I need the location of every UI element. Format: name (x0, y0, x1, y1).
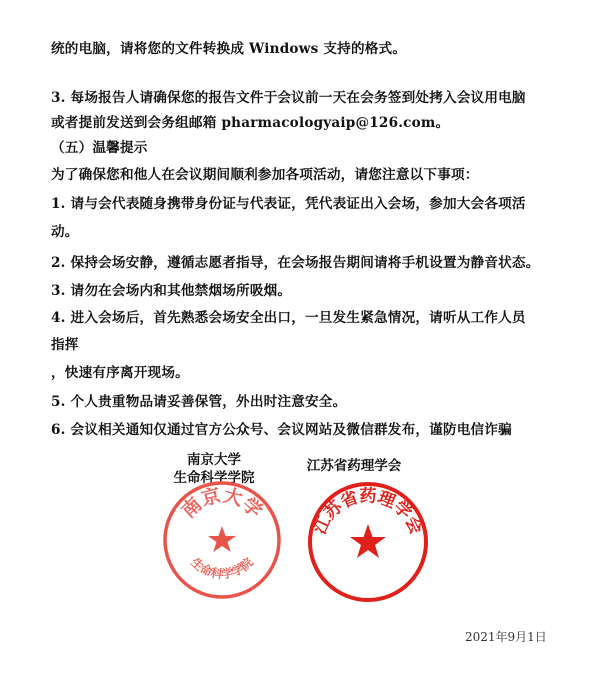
star-icon (350, 524, 386, 558)
org1-name: 南京大学 (187, 452, 241, 468)
text-line: 或者提前发送到会务组邮箱 pharmacologyaip@126.com。 (51, 115, 450, 131)
text-line: 动。 (51, 224, 79, 240)
text-line: 为了确保您和他人在会议期间顺利参加各项活动，请您注意以下事项： (51, 167, 479, 183)
text-line: 4. 进入会场后，首先熟悉会场安全出口，一旦发生紧急情况，请听从工作人员 (51, 310, 526, 326)
text-line: 统的电脑，请将您的文件转换成 Windows 支持的格式。 (51, 41, 407, 57)
star-icon (208, 526, 236, 552)
section-heading: （五）温馨提示 (51, 140, 148, 156)
text-line: 6. 会议相关通知仅通过官方公众号、会议网站及微信群发布，谨防电信诈骗 (51, 422, 512, 438)
nju-seal-stamp (160, 478, 284, 602)
text-line: 1. 请与会代表随身携带身份证与代表证，凭代表证出入会场，参加大会各项活 (51, 196, 526, 212)
document-date: 2021年9月1日 (465, 630, 547, 644)
seal-text-bottom: 生命科学学院 (188, 555, 256, 582)
jiangsu-seal-stamp (306, 480, 430, 604)
text-line: 5. 个人贵重物品请妥善保管，外出时注意安全。 (51, 394, 347, 410)
text-line: ，快速有序离开现场。 (51, 365, 189, 381)
text-line: 2. 保持会场安静，遵循志愿者指导，在会场报告期间请将手机设置为静音状态。 (51, 255, 540, 271)
org1-dept: 生命科学学院 (173, 470, 255, 486)
signature-org-jiangsu: 江苏省药理学会 (306, 458, 402, 474)
text-line: 指挥 (51, 337, 79, 353)
seal-text: 江苏省药理学会 (310, 486, 426, 538)
text-line: 3. 每场报告人请确保您的报告文件于会议前一天在会务签到处拷入会议用电脑 (51, 90, 526, 106)
seal-text-top: 南京大学 (177, 484, 267, 523)
text-line: 3. 请勿在会场内和其他禁烟场所吸烟。 (51, 283, 292, 299)
